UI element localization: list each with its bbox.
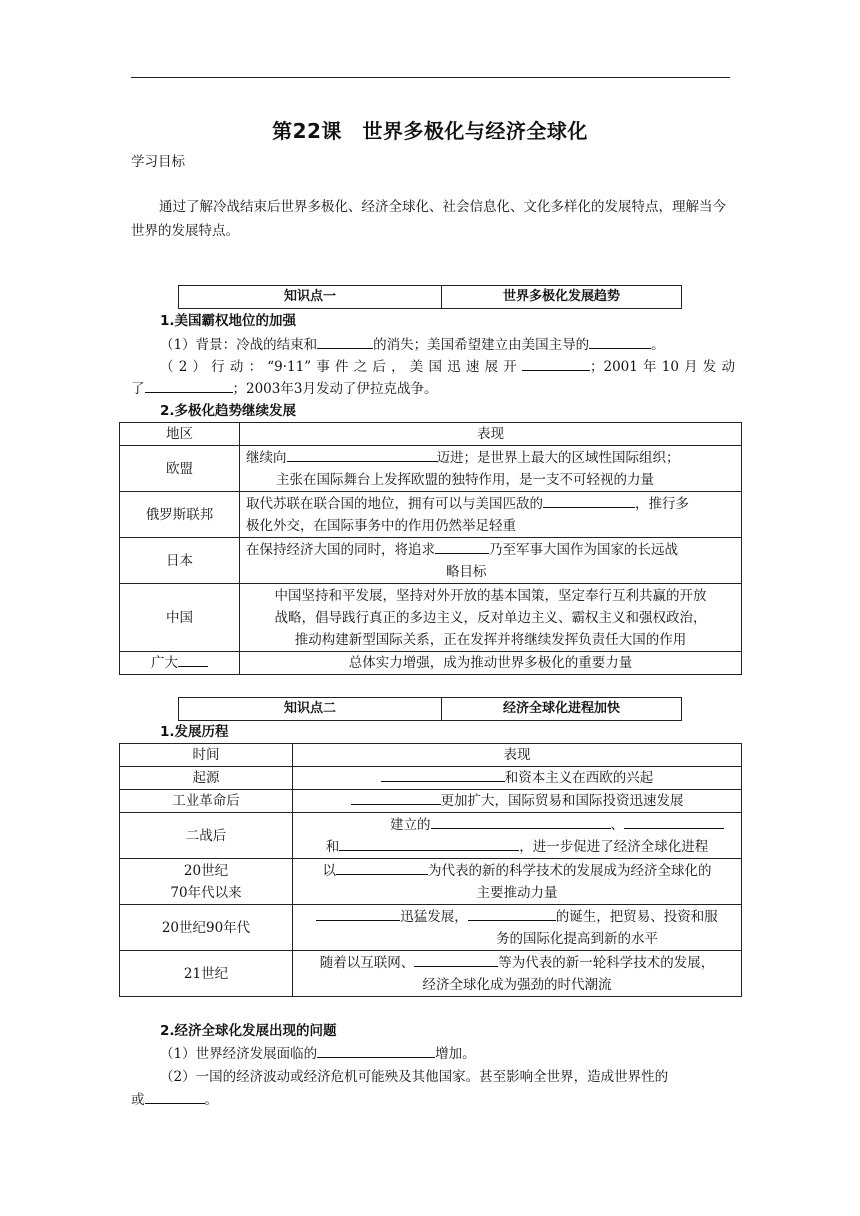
- s4-p1: （1）世界经济发展面临的 增加。: [160, 1042, 760, 1066]
- blank: [435, 539, 489, 554]
- table-row: [120, 767, 742, 790]
- blank: [317, 334, 373, 349]
- s4-p2-line1: （2）一国的经济波动或经济危机可能殃及其他国家。甚至影响全世界，造成世界性的: [160, 1069, 669, 1085]
- performance-cell: 取代苏联在联合国的地位，拥有可以与美国匹敌的 ，推行多 极化外交，在国际事务中的作用仍然举足轻重: [240, 492, 742, 538]
- table-row: [120, 446, 742, 492]
- goal-text: 通过了解冷战结束后世界多极化、经济全球化、社会信息化、文化多样化的发展特点，理解当今世界的发展特点。: [131, 199, 726, 239]
- time-cell: 20世纪90年代: [120, 905, 293, 951]
- goal-heading: 学习目标: [131, 154, 185, 170]
- blank: [414, 952, 498, 967]
- s1-p2-line2: 了 ；2003年3月发动了伊拉克战争。: [131, 377, 731, 401]
- s4-heading: 2.经济全球化发展出现的问题: [160, 1023, 337, 1039]
- blank: [145, 1089, 205, 1104]
- kp2-label: 知识点二: [179, 698, 442, 721]
- time-cell: 二战后: [120, 813, 293, 859]
- performance-cell: 更加扩大，国际贸易和国际投资迅速发展: [293, 790, 742, 813]
- performance-cell: 随着以互联网、 等为代表的新一轮科学技术的发展， 经济全球化成为强劲的时代潮流: [293, 951, 742, 997]
- performance-cell: 继续向 迈进；是世界上最大的区域性国际组织； 主张在国际舞台上发挥欧盟的独特作用，是一支不可轻视的力量: [240, 446, 742, 492]
- table-row: [120, 905, 742, 951]
- s4-p2-line2: 或 。: [131, 1088, 731, 1112]
- performance-cell: 迅猛发展， 的诞生，把贸易、投资和服 务的国际化提高到新的水平: [293, 905, 742, 951]
- col-header-time: 时间: [120, 744, 293, 767]
- kp1-topic: 世界多极化发展趋势: [442, 286, 682, 309]
- performance-cell: 以 为代表的新的科学技术的发展成为经济全球化的 主要推动力量: [293, 859, 742, 905]
- time-cell: 起源: [120, 767, 293, 790]
- kp2-topic: 经济全球化进程加快: [442, 698, 682, 721]
- knowledge-point-2-box: [178, 697, 682, 721]
- blank: [468, 906, 556, 921]
- region-cell: 欧盟: [120, 446, 240, 492]
- blank: [316, 906, 400, 921]
- blank: [351, 790, 441, 805]
- blank: [543, 493, 635, 508]
- time-cell: 21世纪: [120, 951, 293, 997]
- table-row: [120, 584, 742, 652]
- blank: [589, 334, 651, 349]
- performance-cell: 和资本主义在西欧的兴起: [293, 767, 742, 790]
- globalization-table: [119, 743, 742, 997]
- blank: [522, 356, 590, 371]
- blank: [317, 1043, 435, 1058]
- blank: [339, 836, 519, 851]
- table-row: [120, 538, 742, 584]
- table-row: [120, 790, 742, 813]
- region-cell: 俄罗斯联邦: [120, 492, 240, 538]
- s3-heading: 1.发展历程: [160, 724, 229, 740]
- col-header-performance: 表现: [240, 423, 742, 446]
- region-cell: 广大: [120, 652, 240, 675]
- page-title: 第22课 世界多极化与经济全球化: [272, 119, 588, 143]
- s1-p1: （1）背景：冷战的结束和 的消失；美国希望建立由美国主导的 。: [160, 333, 740, 357]
- knowledge-point-1-box: [178, 285, 682, 309]
- blank: [145, 378, 233, 393]
- kp1-label: 知识点一: [179, 286, 442, 309]
- table-row: [120, 492, 742, 538]
- performance-cell: 建立的 、 和 ，进一步促进了经济全球化进程: [293, 813, 742, 859]
- s2-heading: 2.多极化趋势继续发展: [160, 403, 297, 419]
- table-row: [120, 652, 742, 675]
- blank: [381, 767, 505, 782]
- s1-heading: 1.美国霸权地位的加强: [160, 313, 297, 329]
- table-row: [120, 813, 742, 859]
- blank: [336, 860, 428, 875]
- region-cell: 中国: [120, 584, 240, 652]
- time-cell: 工业革命后: [120, 790, 293, 813]
- performance-cell: 中国坚持和平发展，坚持对外开放的基本国策，坚定奉行互利共赢的开放 战略，倡导践行真正的多边主义，反对单边主义、霸权主义和强权政治， 推动构建新型国际关系，正在发挥并将继续发挥负责任大国的作用: [240, 584, 742, 652]
- table-row: [120, 951, 742, 997]
- blank: [287, 447, 437, 462]
- blank: [178, 652, 208, 667]
- col-header-performance: 表现: [293, 744, 742, 767]
- header-rule: [131, 77, 730, 78]
- s1-p2-line1: （2）行动：“9·11”事件之后，美国迅速展开 ；2001年10月发动: [160, 355, 735, 379]
- performance-cell: 总体实力增强，成为推动世界多极化的重要力量: [240, 652, 742, 675]
- table-row: [120, 859, 742, 905]
- col-header-region: 地区: [120, 423, 240, 446]
- blank: [431, 814, 611, 829]
- blank: [624, 814, 724, 829]
- time-cell: 20世纪 70年代以来: [120, 859, 293, 905]
- performance-cell: 在保持经济大国的同时，将追求 乃至军事大国作为国家的长远战 略目标: [240, 538, 742, 584]
- multipolar-table: [119, 422, 742, 675]
- region-cell: 日本: [120, 538, 240, 584]
